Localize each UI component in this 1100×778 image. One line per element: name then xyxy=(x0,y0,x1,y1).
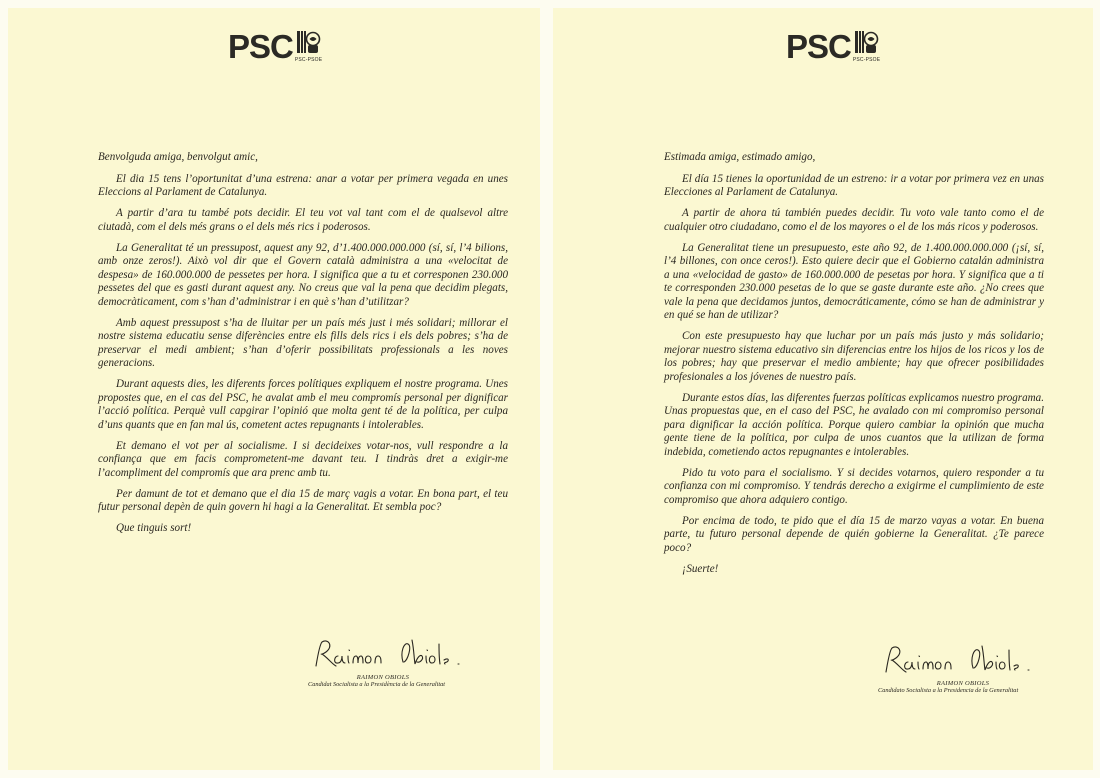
letter-paragraph: Amb aquest pressupost s’ha de lluitar per un país més just i més solidari; millorar el nostre sistema educatiu sense diferències entre els fills dels rics i els dels pobres; s’ha de preservar el medi ambient; s’han d’oferir possibilitats professionals a les noves generacions. xyxy=(98,316,508,369)
spanish-letter-page xyxy=(553,8,1093,770)
logo-subtext: PSC-PSOE xyxy=(852,57,881,63)
letter-paragraph: Et demano el vot per al socialisme. I si decideixes votar-nos, vull respondre a la confiança que em facis comprometent-me davant teu. I tindràs dret a exigir-me l’acompliment del compromís que ara prenc amb tu. xyxy=(98,439,508,479)
letter-greeting: Estimada amiga, estimado amigo, xyxy=(664,151,816,163)
logo-text: PSC xyxy=(228,28,293,65)
catalan-letter-body xyxy=(98,151,508,543)
psc-logo xyxy=(786,30,880,63)
letter-paragraph: Durante estos días, las diferentes fuerzas políticas explicamos nuestro programa. Unas propuestas que, en el caso del PSC, he avalado con mi compromiso personal para dignificar la acción política. Porque quiero cambiar la opinión que mucha gente tiene de la política, por culpa de unos cuantos que la utilizan de forma indebida, cometiendo actos repugnantes e intolerables. xyxy=(664,391,1044,458)
letter-paragraph: Durant aquests dies, les diferents forces polítiques expliquem el nostre programa. Unes propostes que, en el cas del PSC, he avalat amb el meu compromís personal per dignificar l’acció política. Perquè vull capgirar l’opinió que molta gent té de la política, per culpa d’uns quants que en fan mal ús, cometent actes repugnants i intolerables. xyxy=(98,378,508,431)
letter-paragraph: La Generalitat té un pressupost, aquest any 92, d’1.400.000.000.000 (sí, sí, l’4 bilions, amb onze zeros!). Això vol dir que el Govern català administra a una «velocitat de despesa» de 160.000.000 de pessetes per hora. I significa que a tu et corresponen 230.000 pessetes del que es gasti durant aquest any. No creus que val la pena que decidim plegats, democràticament, com s’han d’administrar i en què s’han d’utilitzar? xyxy=(98,241,508,308)
letter-paragraph: El dia 15 tens l’oportunitat d’una estrena: anar a votar per primera vegada en unes Eleccions al Parlament de Catalunya. xyxy=(98,172,508,198)
handwritten-signature-icon xyxy=(878,640,1048,678)
signature-block xyxy=(878,640,1048,694)
letter-paragraph: A partir de ahora tú también puedes decidir. Tu voto vale tanto como el de cualquier otro ciudadano, como el de los mayores o el de los más ricos y poderosos. xyxy=(664,207,1044,233)
psc-rose-fist-icon xyxy=(855,30,879,56)
letter-paragraph: Con este presupuesto hay que luchar por un país más justo y más solidario; mejorar nuestro sistema educativo sin diferencias entre los hijos de los ricos y los de los pobres; hay que preservar el medio ambiente; hay que ofrecer posibilidades profesionales a los jóvenes de nuestro país. xyxy=(664,330,1044,383)
psc-rose-fist-icon xyxy=(297,30,321,56)
handwritten-signature-icon xyxy=(308,634,478,672)
letter-paragraph: Pido tu voto para el socialismo. Y si decides votarnos, quiero responder a tu confianza con mi compromiso. Y tendrás derecho a exigirme el cumplimiento de este compromiso que ahora adquiero contigo. xyxy=(664,466,1044,506)
letter-paragraph: El día 15 tienes la oportunidad de un estreno: ir a votar por primera vez en unas Elecciones al Parlament de Catalunya. xyxy=(664,172,1044,198)
signature-role: Candidato Socialista a la Presidencia de la Generalitat xyxy=(878,687,1019,694)
catalan-letter-page xyxy=(8,8,540,770)
logo-subtext: PSC-PSOE xyxy=(294,57,323,63)
letter-paragraph: Por encima de todo, te pido que el día 15 de marzo vayas a votar. En buena parte, tu futuro personal depende de quién gobierne la Generalitat. ¿Te parece poco? xyxy=(664,514,1044,554)
letter-closing: ¡Suerte! xyxy=(682,562,719,575)
letter-greeting: Benvolguda amiga, benvolgut amic, xyxy=(98,151,258,163)
letter-paragraph: A partir d’ara tu també pots decidir. El teu vot val tant com el de qualsevol altre ciutadà, com el dels més grans o el dels més rics i poderosos. xyxy=(98,207,508,233)
signature-block xyxy=(308,634,478,688)
signature-name: RAIMON OBIOLS xyxy=(356,674,410,681)
signature-name: RAIMON OBIOLS xyxy=(936,680,990,687)
signature-role: Candidat Socialista a la Presidència de la Generalitat xyxy=(308,681,446,688)
letter-closing: Que tinguis sort! xyxy=(116,522,192,534)
logo-mark xyxy=(853,30,880,63)
letter-paragraph: La Generalitat tiene un presupuesto, este año 92, de 1.400.000.000.000 (¡sí, sí, l’4 billones, con once ceros!). Esto quiere decir que el Gobierno catalán administra a una «velocidad de gasto» de 160.000.000 de pesetas por hora. Y significa que a ti te corresponden 230.000 pesetas de lo que se gaste durante este año. ¿No crees que vale la pena que decidamos juntos, democráticamente, cómo se han de administrar y en qué se han de utilizar? xyxy=(664,241,1044,321)
logo-text: PSC xyxy=(786,28,851,65)
letter-paragraph: Per damunt de tot et demano que el dia 15 de març vagis a votar. En bona part, el teu futur personal depèn de quin govern hi hagi a la Generalitat. Et sembla poc? xyxy=(98,487,508,513)
logo-mark xyxy=(295,30,322,63)
psc-logo xyxy=(228,30,322,63)
spanish-letter-body xyxy=(664,151,1044,584)
